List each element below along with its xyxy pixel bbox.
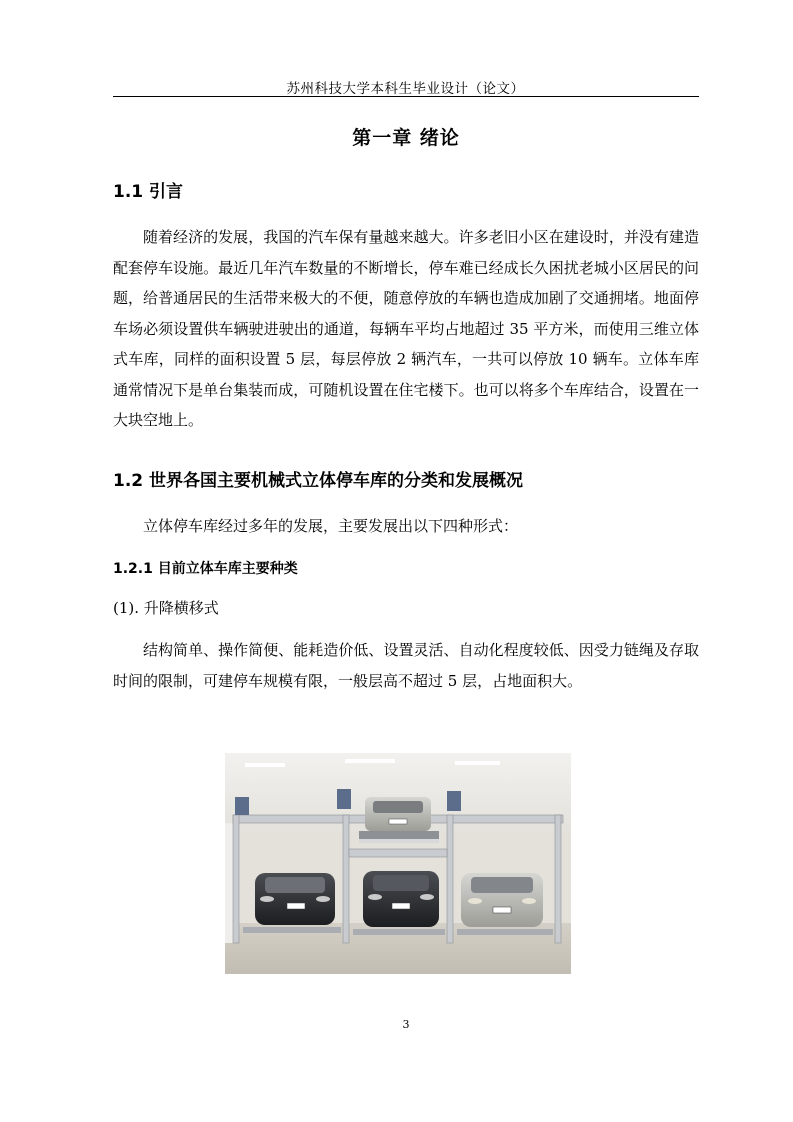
section-1-2-1-paragraph: 结构简单、操作简便、能耗造价低、设置灵活、自动化程度较低、因受力链绳及存取时间的限制，可建停车规模有限，一般层高不超过 5 层，占地面积大。 bbox=[113, 641, 699, 690]
section-heading-1-1: 1.1 引言 bbox=[113, 182, 184, 202]
list-item-lift-slide: (1). 升降横移式 bbox=[113, 599, 219, 617]
section-heading-1-2: 1.2 世界各国主要机械式立体停车库的分类和发展概况 bbox=[113, 471, 524, 491]
ceiling-light bbox=[345, 759, 395, 763]
lower-car-left bbox=[255, 873, 335, 925]
page-number: 3 bbox=[402, 1018, 410, 1031]
section-1-1-paragraph: 随着经济的发展，我国的汽车保有量越来越大。许多老旧小区在建设时，并没有建造配套停车设施。最近几年汽车数量的不断增长，停车难已经成长久困扰老城小区居民的问题，给普通居民的生活带来极大的不便，随意停放的车辆也造成加剧了交通拥堵。地面停车场必须设置供车辆驶进驶出的通道，每辆车平均占地超过 35 平方米，而使用三维立体式车库，同样的面积设置 5 层，每层停放 2 辆汽车，一共可以停放 10 辆车。立体车库通常情况下是单台集装而成，可随机设置在住宅楼下。也可以将多个车库结合，设置在一大块空地上。 bbox=[113, 228, 699, 429]
section-1-2-paragraph: 立体停车库经过多年的发展，主要发展出以下四种形式： bbox=[143, 517, 519, 535]
chapter-title: 第一章 绪论 bbox=[352, 127, 460, 149]
parking-garage-illustration bbox=[225, 753, 571, 974]
section-heading-1-2-1: 1.2.1 目前立体车库主要种类 bbox=[113, 561, 298, 577]
ceiling-light bbox=[455, 761, 500, 765]
lower-car-middle bbox=[363, 871, 439, 927]
ceiling-light bbox=[245, 763, 285, 767]
header-divider bbox=[113, 96, 699, 97]
upper-car bbox=[359, 797, 439, 843]
lower-car-right bbox=[461, 873, 543, 927]
running-header: 苏州科技大学本科生毕业设计（论文） bbox=[286, 81, 525, 97]
parking-garage-photo bbox=[225, 753, 571, 974]
